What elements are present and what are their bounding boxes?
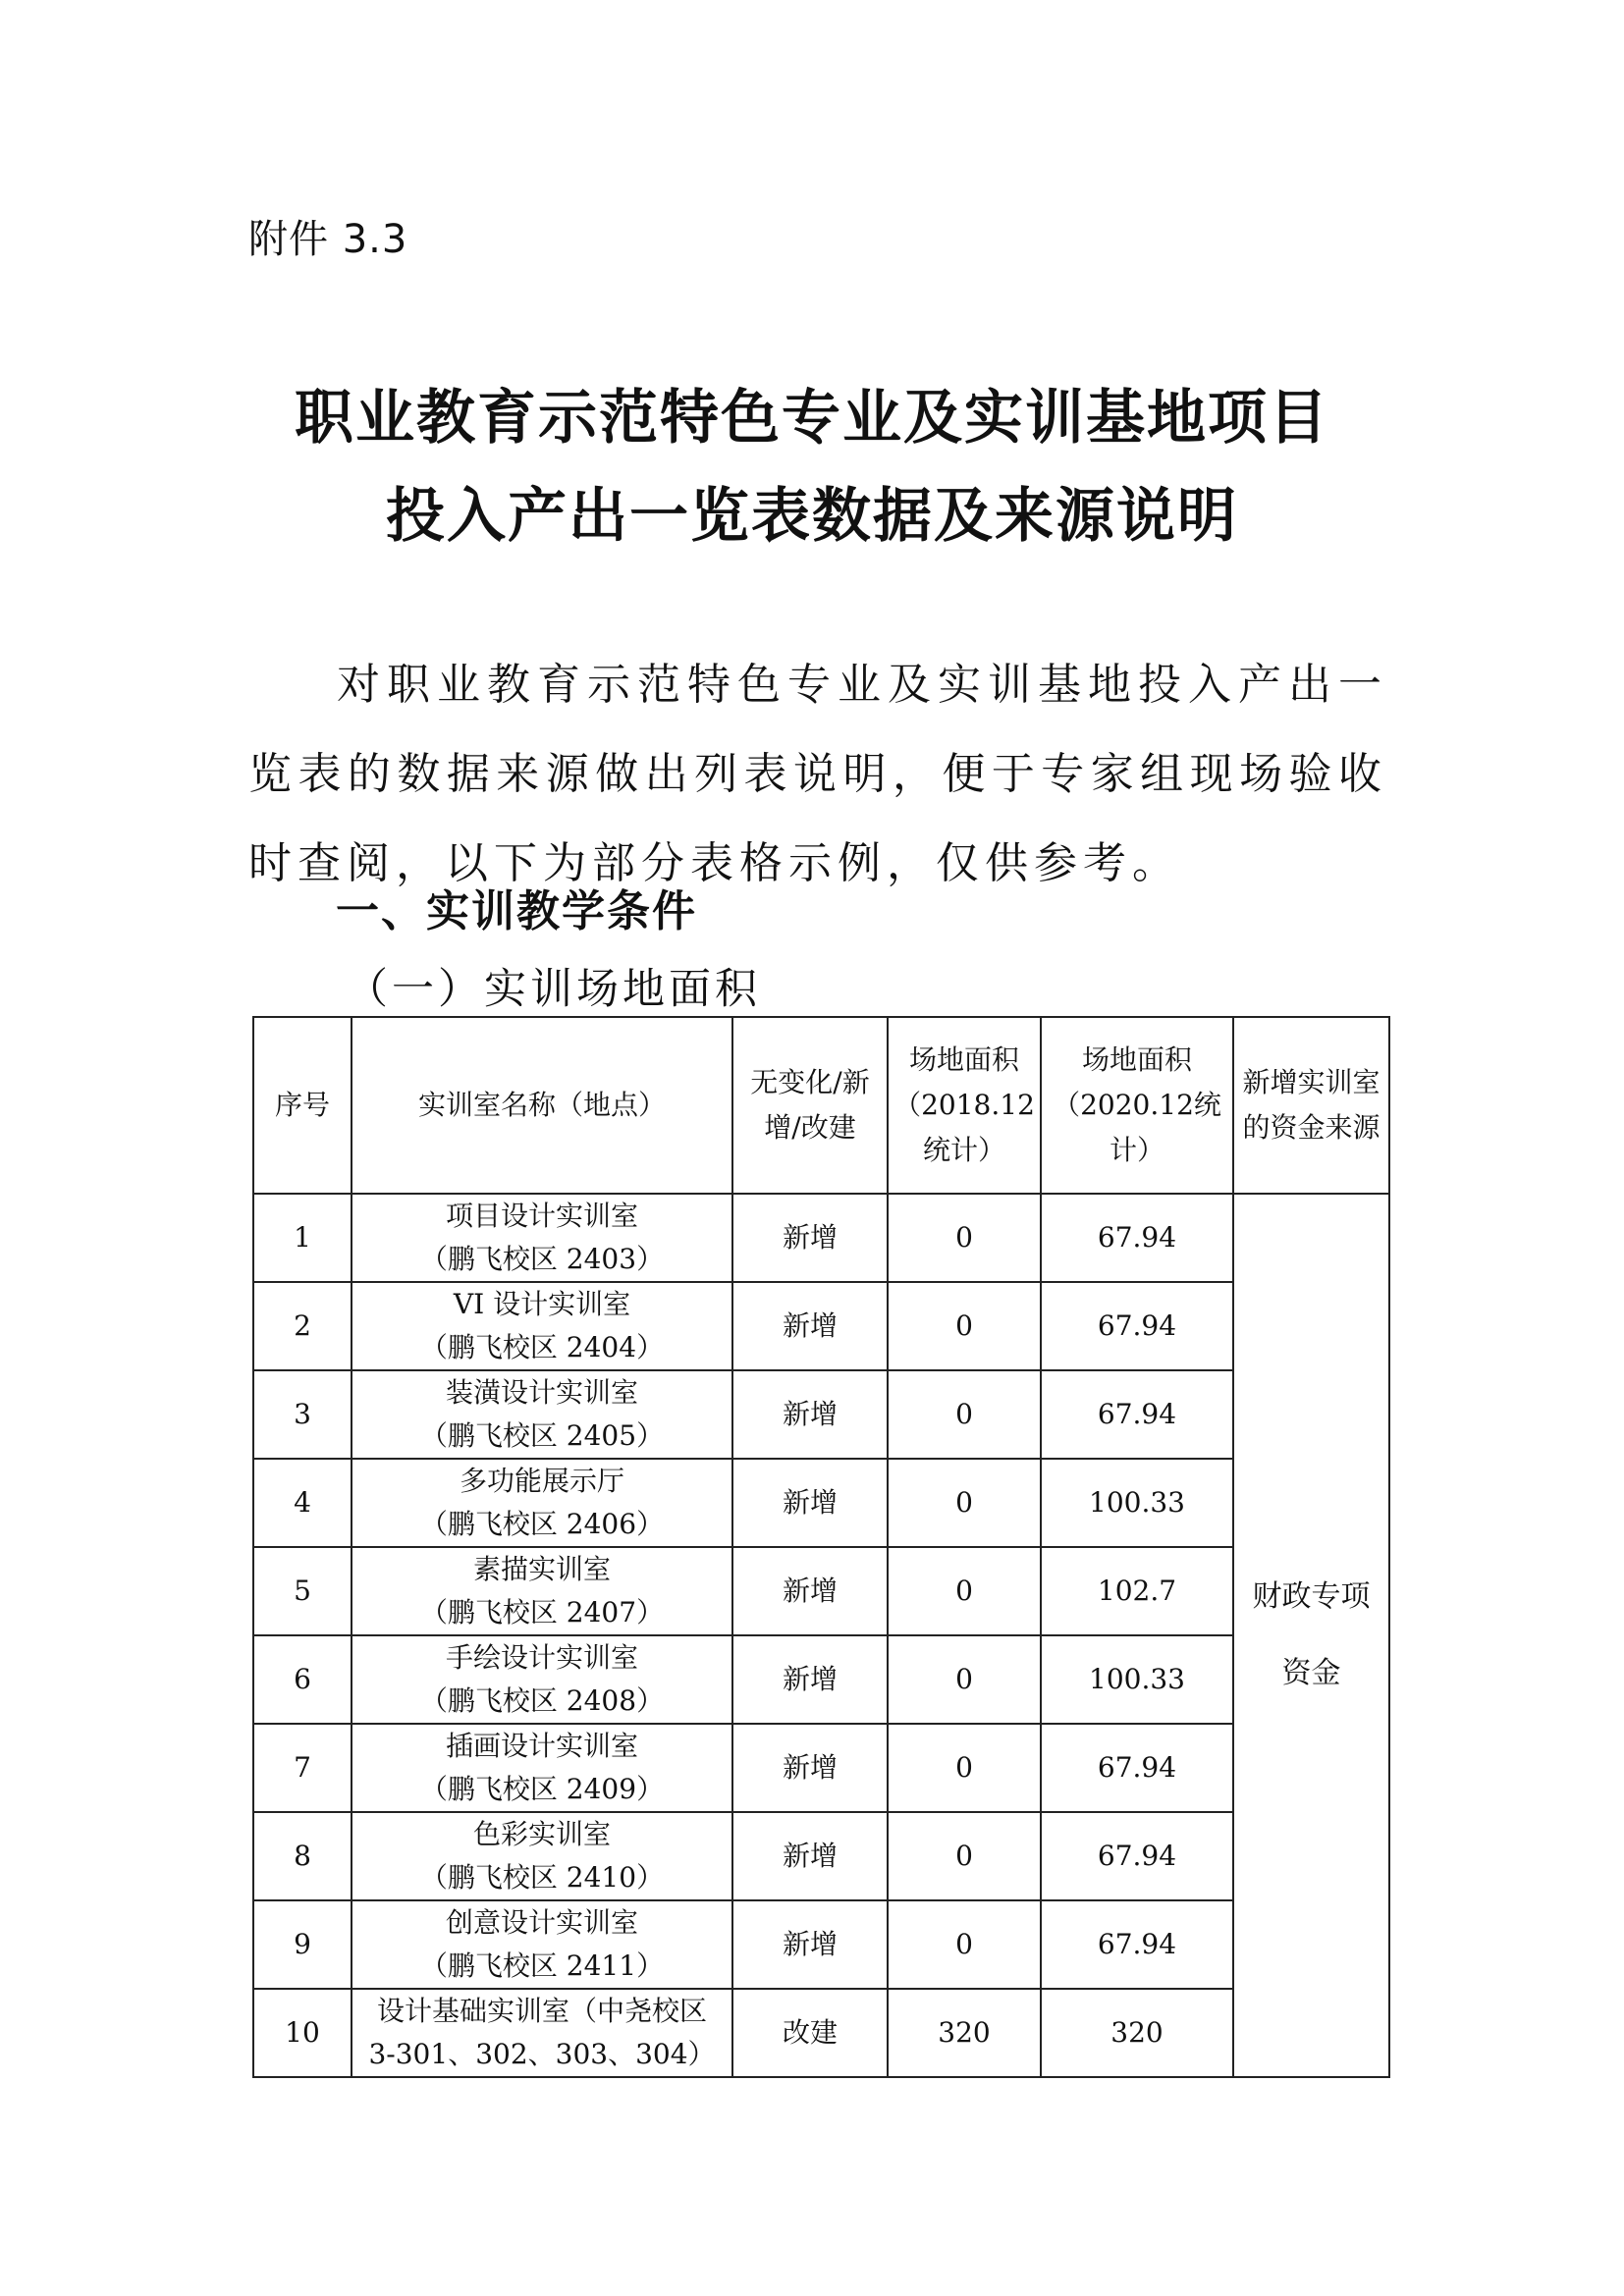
cell-change-type: 新增 — [732, 1194, 888, 1282]
cell-change-type: 新增 — [732, 1635, 888, 1724]
cell-area-2020: 100.33 — [1041, 1635, 1233, 1724]
table-row — [253, 1724, 1389, 1812]
room-name-line-1: 设计基础实训室（中尧校区 — [376, 1995, 707, 2027]
cell-seq: 9 — [253, 1900, 352, 1989]
room-name-line-1: 项目设计实训室 — [445, 1200, 638, 1232]
cell-room-name — [352, 1547, 732, 1635]
room-name-line-2: （鹏飞校区 2405） — [419, 1419, 665, 1452]
room-name-line-2: （鹏飞校区 2407） — [419, 1596, 665, 1629]
cell-change-type: 新增 — [732, 1370, 888, 1459]
cell-area-2018: 0 — [888, 1282, 1041, 1370]
cell-change-type: 改建 — [732, 1989, 888, 2077]
cell-area-2018: 0 — [888, 1900, 1041, 1989]
cell-area-2018: 0 — [888, 1812, 1041, 1900]
header-change-type: 无变化/新增/改建 — [732, 1017, 888, 1194]
cell-seq: 1 — [253, 1194, 352, 1282]
cell-room-name — [352, 1194, 732, 1282]
cell-seq: 2 — [253, 1282, 352, 1370]
cell-area-2020: 100.33 — [1041, 1459, 1233, 1547]
cell-seq: 7 — [253, 1724, 352, 1812]
intro-paragraph: 对职业教育示范特色专业及实训基地投入产出一览表的数据来源做出列表说明，便于专家组现场验收时查阅，以下为部分表格示例，仅供参考。 — [248, 660, 1387, 888]
table-row — [253, 1194, 1389, 1282]
room-name-line-1: 装潢设计实训室 — [445, 1376, 638, 1409]
room-name-line-1: VI 设计实训室 — [453, 1288, 631, 1320]
cell-area-2020: 67.94 — [1041, 1812, 1233, 1900]
cell-seq: 4 — [253, 1459, 352, 1547]
header-room-name: 实训室名称（地点） — [352, 1017, 732, 1194]
cell-seq: 10 — [253, 1989, 352, 2077]
cell-area-2020: 67.94 — [1041, 1900, 1233, 1989]
training-area-table — [252, 1016, 1390, 2078]
cell-change-type: 新增 — [732, 1812, 888, 1900]
cell-change-type: 新增 — [732, 1547, 888, 1635]
cell-change-type: 新增 — [732, 1459, 888, 1547]
room-name-line-2: （鹏飞校区 2406） — [419, 1508, 665, 1540]
cell-area-2018: 320 — [888, 1989, 1041, 2077]
room-name-line-1: 素描实训室 — [472, 1553, 611, 1585]
cell-seq: 8 — [253, 1812, 352, 1900]
room-name-line-1: 色彩实训室 — [472, 1818, 611, 1850]
room-name-line-2: 3-301、302、303、304） — [368, 2038, 716, 2070]
room-name-line-2: （鹏飞校区 2404） — [419, 1331, 665, 1363]
cell-area-2018: 0 — [888, 1724, 1041, 1812]
cell-seq: 6 — [253, 1635, 352, 1724]
cell-room-name — [352, 1900, 732, 1989]
table-body — [253, 1194, 1389, 2077]
table-row — [253, 1282, 1389, 1370]
cell-area-2018: 0 — [888, 1635, 1041, 1724]
cell-area-2020: 320 — [1041, 1989, 1233, 2077]
sub-section-heading: （一）实训场地面积 — [346, 965, 761, 1014]
cell-seq: 3 — [253, 1370, 352, 1459]
room-name-line-1: 多功能展示厅 — [459, 1465, 624, 1497]
table-row — [253, 1459, 1389, 1547]
room-name-line-1: 插画设计实训室 — [445, 1730, 638, 1762]
table-row — [253, 1989, 1389, 2077]
cell-area-2018: 0 — [888, 1459, 1041, 1547]
room-name-line-2: （鹏飞校区 2403） — [419, 1243, 665, 1275]
cell-area-2020: 67.94 — [1041, 1282, 1233, 1370]
document-title-line-1: 职业教育示范特色专业及实训基地项目 — [295, 384, 1329, 453]
room-name-line-2: （鹏飞校区 2408） — [419, 1684, 665, 1717]
cell-area-2020: 67.94 — [1041, 1370, 1233, 1459]
table-row — [253, 1370, 1389, 1459]
cell-area-2018: 0 — [888, 1194, 1041, 1282]
room-name-line-2: （鹏飞校区 2409） — [419, 1773, 665, 1805]
room-name-line-2: （鹏飞校区 2411） — [419, 1949, 665, 1982]
table-header-row — [253, 1017, 1389, 1194]
table-row — [253, 1900, 1389, 1989]
header-area-2018: 场地面积（2018.12统计） — [888, 1017, 1041, 1194]
room-name-line-2: （鹏飞校区 2410） — [419, 1861, 665, 1894]
header-area-2020: 场地面积（2020.12统计） — [1041, 1017, 1233, 1194]
table-row — [253, 1635, 1389, 1724]
cell-change-type: 新增 — [732, 1900, 888, 1989]
room-name-line-1: 手绘设计实训室 — [445, 1641, 638, 1674]
cell-area-2020: 67.94 — [1041, 1724, 1233, 1812]
cell-area-2018: 0 — [888, 1547, 1041, 1635]
cell-change-type: 新增 — [732, 1282, 888, 1370]
table-row — [253, 1812, 1389, 1900]
table-row — [253, 1547, 1389, 1635]
section-heading: 一、实训教学条件 — [336, 886, 697, 936]
cell-room-name — [352, 1812, 732, 1900]
cell-funding-source: 财政专项资金 — [1233, 1194, 1389, 2077]
document-title-line-2: 投入产出一览表数据及来源说明 — [386, 482, 1238, 551]
cell-room-name — [352, 1635, 732, 1724]
cell-room-name — [352, 1370, 732, 1459]
cell-room-name — [352, 1282, 732, 1370]
cell-room-name — [352, 1459, 732, 1547]
cell-room-name — [352, 1989, 732, 2077]
header-funding-source: 新增实训室的资金来源 — [1233, 1017, 1389, 1194]
header-seq: 序号 — [253, 1017, 352, 1194]
cell-room-name — [352, 1724, 732, 1812]
cell-change-type: 新增 — [732, 1724, 888, 1812]
attachment-label: 附件 3.3 — [248, 217, 408, 262]
room-name-line-1: 创意设计实训室 — [445, 1906, 638, 1939]
cell-area-2020: 67.94 — [1041, 1194, 1233, 1282]
cell-seq: 5 — [253, 1547, 352, 1635]
cell-area-2018: 0 — [888, 1370, 1041, 1459]
cell-area-2020: 102.7 — [1041, 1547, 1233, 1635]
